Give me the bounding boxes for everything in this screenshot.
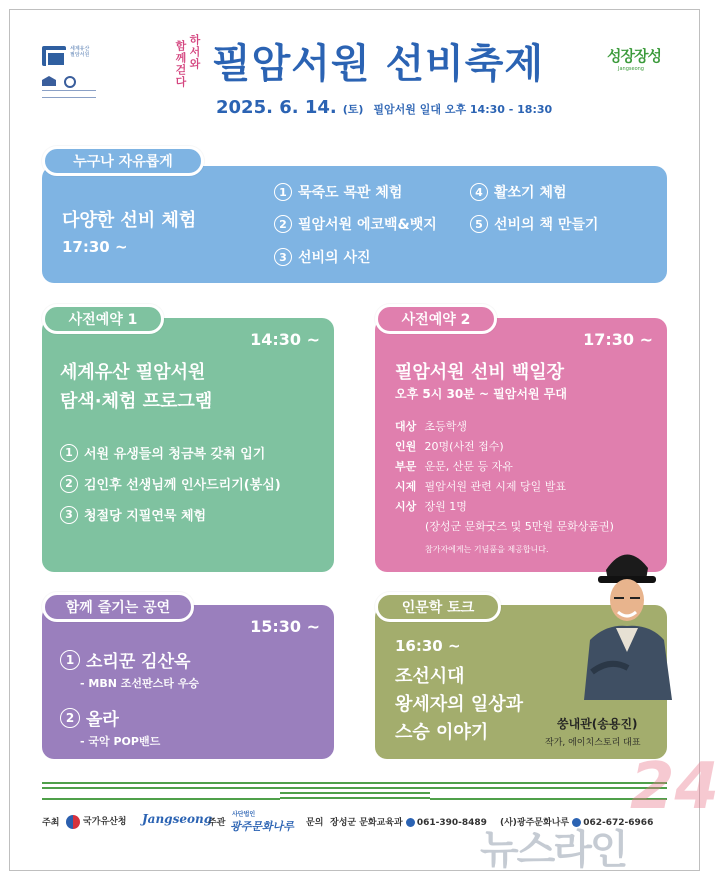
event-place-time: 필암서원 일대 오후 14:30 - 18:30 [373, 103, 553, 116]
program-item [60, 474, 281, 493]
organizer-label: 주관 [208, 818, 226, 828]
program-label: 김인후 선생님께 인사드리기(봉심) [84, 478, 281, 493]
panel-time: 16:30 ~ [395, 637, 461, 655]
panel-title [60, 358, 212, 416]
activity-label: 선비의 책 만들기 [494, 217, 599, 233]
activity-item [274, 214, 437, 234]
panel-title-line: 조선시대 [395, 666, 465, 687]
panel-title-line: 세계유산 필암서원 [60, 362, 206, 383]
panel-time: 17:30 ~ [583, 330, 653, 349]
info-value: 장원 1명 [424, 500, 467, 513]
panel-title-line: 스승 이야기 [395, 722, 489, 743]
activity-item [470, 182, 567, 202]
organizer-small: 사단법인 [232, 811, 256, 818]
panel-free-experience [42, 166, 667, 283]
cha-logo-icon [66, 815, 80, 829]
activity-item [274, 247, 371, 267]
tag-humanities-talk: 인문학 토크 [375, 592, 501, 622]
pilam-seowon-logo-icon [42, 46, 66, 66]
number-circle: 2 [60, 708, 80, 728]
activity-item [274, 182, 402, 202]
contest-info [395, 417, 614, 537]
event-date: 2025. 6. 14. [216, 97, 337, 118]
watermark-text: 뉴스라인 [480, 827, 627, 873]
watermark-number: 24 [630, 750, 719, 824]
panel-title: 필암서원 선비 백일장 [395, 362, 565, 383]
program-list [60, 443, 281, 536]
number-circle: 2 [274, 215, 292, 233]
number-circle: 3 [60, 506, 78, 524]
panel-reservation-2 [375, 318, 667, 572]
panel-title [395, 663, 523, 747]
program-item [60, 443, 281, 462]
host-cha [66, 814, 126, 829]
jangseong-brand-sub: Jangseong [618, 66, 644, 72]
info-key: 시제 [395, 480, 417, 493]
info-key: 인원 [395, 440, 417, 453]
info-value: 필암서원 관련 시제 당일 발표 [424, 480, 566, 493]
unesco-logo-icon [42, 76, 96, 98]
number-circle: 4 [470, 183, 488, 201]
info-value: 초등학생 [424, 420, 468, 433]
tag-reservation-1: 사전예약 1 [42, 304, 164, 334]
speaker-name: 쑹내관(송용진) [557, 717, 638, 731]
program-label: 청절당 지필연묵 체험 [84, 509, 207, 524]
jangseong-logo: Jangseong [142, 812, 213, 826]
contact-org: 장성군 문화교육과 [330, 818, 403, 828]
performer-desc: - 국악 POP밴드 [80, 735, 161, 748]
panel-title-line: 탐색·체험 프로그램 [60, 391, 213, 412]
panel-time: 17:30 ~ [62, 238, 128, 256]
tag-performance: 함께 즐기는 공연 [42, 592, 194, 622]
date-row [216, 97, 552, 118]
host-label: 주최 [42, 818, 60, 828]
panel-subtitle: 오후 5시 30분 ~ 필암서원 무대 [395, 387, 567, 401]
info-value: 20명(사전 접수) [424, 440, 504, 453]
panel-title-line: 왕세자의 일상과 [395, 694, 523, 715]
activity-item [470, 214, 598, 234]
phone-icon [406, 818, 415, 827]
vertical-subtitle-1: 하서와 [188, 34, 201, 70]
info-key: 시상 [395, 500, 417, 513]
info-row [395, 497, 614, 517]
number-circle: 1 [60, 444, 78, 462]
panel-performance [42, 605, 334, 759]
info-row [395, 417, 614, 437]
host-name: 국가유산청 [83, 817, 127, 827]
event-day: (토) [342, 103, 364, 116]
number-circle: 2 [60, 475, 78, 493]
activity-label: 선비의 사진 [298, 250, 371, 266]
info-row [395, 477, 614, 497]
logo-small-text: 세계유산 필암서원 [70, 46, 90, 58]
info-row [395, 457, 614, 477]
performer-desc: - MBN 조선판스타 우승 [80, 677, 199, 690]
page-title: 필암서원 선비축제 [212, 41, 545, 87]
info-row [395, 437, 614, 457]
footer-divider-ornament [280, 779, 430, 800]
performer-name: 올라 [86, 710, 119, 730]
speaker-role: 작가, 에이치스토리 대표 [545, 738, 641, 748]
panel-note: 참가자에게는 기념품을 제공합니다. [425, 545, 549, 554]
tag-reservation-2: 사전예약 2 [375, 304, 497, 334]
contact-phone: 061-390-8489 [416, 818, 487, 828]
program-label: 서원 유생들의 청금복 갖춰 입기 [84, 447, 266, 462]
performance-item [60, 705, 119, 730]
performance-item [60, 647, 190, 672]
contact-phone: 062-672-6966 [583, 818, 654, 828]
activity-label: 활쏘기 체험 [494, 185, 567, 201]
info-key: 대상 [395, 420, 417, 433]
number-circle: 1 [274, 183, 292, 201]
panel-time: 15:30 ~ [250, 617, 320, 636]
activity-label: 묵죽도 목판 체험 [298, 185, 403, 201]
number-circle: 5 [470, 215, 488, 233]
prize-detail: (장성군 문화굿즈 및 5만원 문화상품권) [425, 520, 614, 533]
vertical-subtitle-2: 함께걷다 [174, 40, 187, 88]
organizer-logo: 광주문화나루 [230, 820, 294, 833]
contact-label: 문의 [306, 818, 324, 828]
tag-free: 누구나 자유롭게 [42, 146, 204, 176]
contact-org: (사)광주문화나루 [500, 818, 570, 828]
performer-name: 소리꾼 김산옥 [86, 652, 191, 672]
speaker-portrait-image [576, 540, 676, 700]
number-circle: 3 [274, 248, 292, 266]
jangseong-brand-logo: 성장장성 [607, 47, 661, 65]
number-circle: 1 [60, 650, 80, 670]
info-value: 운문, 산문 등 자유 [424, 460, 513, 473]
panel-reservation-1 [42, 318, 334, 572]
panel-title: 다양한 선비 체험 [62, 210, 197, 231]
activity-label: 필암서원 에코백&뱃지 [298, 217, 437, 233]
contact-1 [330, 815, 487, 828]
info-key: 부문 [395, 460, 417, 473]
panel-time: 14:30 ~ [250, 330, 320, 349]
program-item [60, 505, 281, 524]
